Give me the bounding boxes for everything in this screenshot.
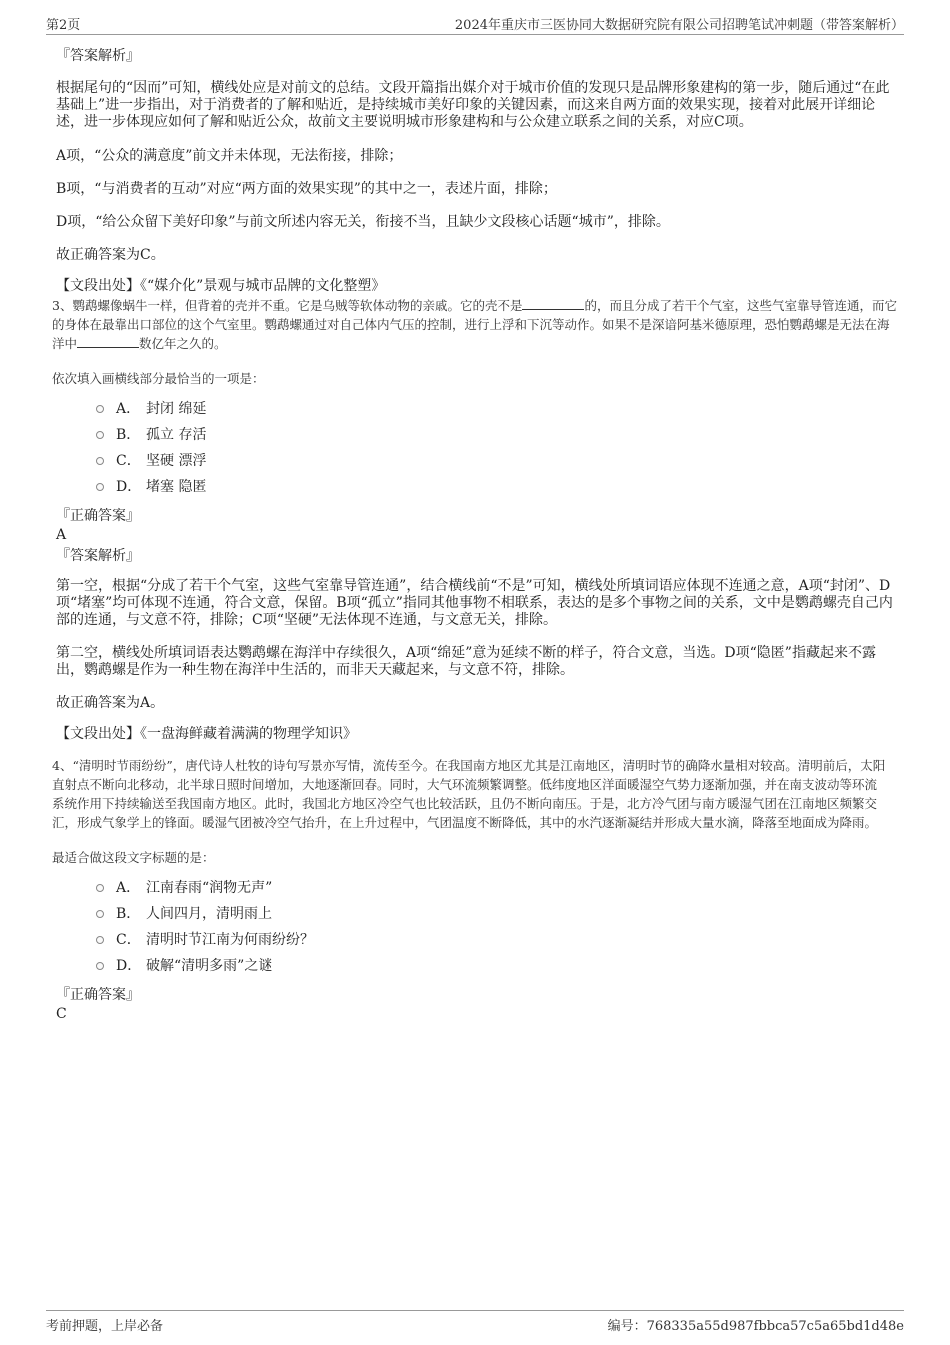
options-list	[56, 875, 898, 979]
analysis-paragraph: 第一空，根据“分成了若干个气室，这些气室靠导管连通”，结合横线前“不是”可知，横线处所填词语应体现不连通之意，A项“封闭”、D项“堵塞”均可体现不连通，符合文意，保留。B项“孤立”指同其他事物不相联系，表达的是多个事物之间的关系，文中是鹦鹉螺壳自己内部的连通，与文意不符，排除；C项“坚硬”无法体现不连通，与文意无关，排除。	[56, 578, 893, 628]
answer-blank	[522, 297, 584, 310]
question-4-text: 4、“清明时节雨纷纷”，唐代诗人杜牧的诗句写景亦写情，流传至今。在我国南方地区尤其是江南地区，清明时节的确降水量相对较高。清明前后，太阳直射点不断向北移动，北半球日照时间增加，大地逐渐回春。同时，大气环流频繁调整。低纬度地区洋面暖湿空气势力逐渐加强，并在南支波动等环流系统作用下持续输送至我国南方地区。此时，我国北方地区冷空气也比较活跃，且仍不断向南压。于是，北方冷气团与南方暖湿气团在江南地区频繁交汇，形成气象学上的锋面。暖湿气团被冷空气抬升，在上升过程中，气团温度不断降低，其中的水汽逐渐凝结并形成大量水滴，降落至地面成为降雨。	[52, 758, 886, 830]
document-title: 2024年重庆市三医协同大数据研究院有限公司招聘笔试冲刺题（带答案解析）	[454, 18, 904, 33]
analysis-paragraph: B项，“与消费者的互动”对应“两方面的效果实现”的其中之一，表述片面，排除；	[56, 181, 557, 197]
analysis-conclusion: 故正确答案为A。	[56, 695, 165, 711]
passage-source: 【文段出处】《一盘海鲜藏着满满的物理学知识》	[56, 726, 357, 742]
question-prompt: 最适合做这段文字标题的是：	[52, 850, 215, 865]
page-number: 第2页	[46, 18, 81, 33]
analysis-conclusion: 故正确答案为C。	[56, 247, 165, 263]
radio-icon[interactable]	[96, 431, 104, 439]
radio-icon[interactable]	[96, 457, 104, 465]
page-header	[46, 12, 904, 35]
analysis-paragraph: D项，“给公众留下美好印象”与前文所述内容无关，衔接不当，且缺少文段核心话题“城市”，排除。	[56, 214, 670, 230]
footer-slogan: 考前押题，上岸必备	[46, 1319, 164, 1334]
option-b[interactable]: B． 人间四月，清明雨上	[96, 901, 898, 927]
correct-answer-label: 『正确答案』	[56, 508, 140, 524]
radio-icon[interactable]	[96, 936, 104, 944]
analysis-paragraph: 第二空，横线处所填词语表达鹦鹉螺在海洋中存续很久，A项“绵延”意为延续不断的样子，符合文意，当选。D项“隐匿”指藏起来不露出，鹦鹉螺是作为一种生物在海洋中生活的，而非天天藏起来，与文意不符，排除。	[56, 645, 876, 678]
radio-icon[interactable]	[96, 962, 104, 970]
page-content	[52, 44, 898, 1023]
radio-icon[interactable]	[96, 910, 104, 918]
document-serial: 编号：768335a55d987fbbca57c5a65bd1d48e	[607, 1319, 904, 1334]
correct-answer-label: 『正确答案』	[56, 987, 140, 1003]
radio-icon[interactable]	[96, 405, 104, 413]
option-d[interactable]: D． 堵塞 隐匿	[96, 474, 898, 500]
passage-source: 【文段出处】《“媒介化”景观与城市品牌的文化整塑》	[56, 278, 386, 294]
option-c[interactable]: C． 坚硬 漂浮	[96, 448, 898, 474]
page-footer	[46, 1310, 904, 1335]
correct-answer-value: A	[56, 527, 67, 543]
option-a[interactable]: A． 封闭 绵延	[96, 396, 898, 422]
analysis-label: 『答案解析』	[56, 548, 140, 564]
radio-icon[interactable]	[96, 483, 104, 491]
option-b[interactable]: B． 孤立 存活	[96, 422, 898, 448]
radio-icon[interactable]	[96, 884, 104, 892]
options-list	[56, 396, 898, 500]
question-3-text: 3、鹦鹉螺像蜗牛一样，但背着的壳并不重。它是乌贼等软体动物的亲戚。它的壳不是 的，而且分成了若干个气室，这些气室靠导管连通，而它的身体在最靠出口部位的这个气室里。鹦鹉螺通过对自己体内气压的控制，进行上浮和下沉等动作。如果不是深谙阿基米德原理，恐怕鹦鹉螺是无法在海洋中 数亿年之久的。	[52, 298, 897, 351]
analysis-label: 『答案解析』	[56, 48, 140, 64]
option-a[interactable]: A． 江南春雨“润物无声”	[96, 875, 898, 901]
question-prompt: 依次填入画横线部分最恰当的一项是：	[52, 371, 265, 386]
option-d[interactable]: D． 破解“清明多雨”之谜	[96, 953, 898, 979]
analysis-paragraph: A项，“公众的满意度”前文并未体现，无法衔接，排除；	[56, 148, 403, 164]
option-c[interactable]: C． 清明时节江南为何雨纷纷？	[96, 927, 898, 953]
analysis-paragraph: 根据尾句的“因而”可知，横线处应是对前文的总结。文段开篇指出媒介对于城市价值的发现只是品牌形象建构的第一步，随后通过“在此基础上”进一步指出，对于消费者的了解和贴近，是持续城市美好印象的关键因素，而这来自两方面的效果实现，接着对此展开详细论述，进一步体现应如何了解和贴近公众，故前文主要说明城市形象建构和与公众建立联系之间的关系，对应C项。	[56, 80, 890, 130]
answer-blank	[77, 335, 139, 348]
correct-answer-value: C	[56, 1006, 67, 1022]
